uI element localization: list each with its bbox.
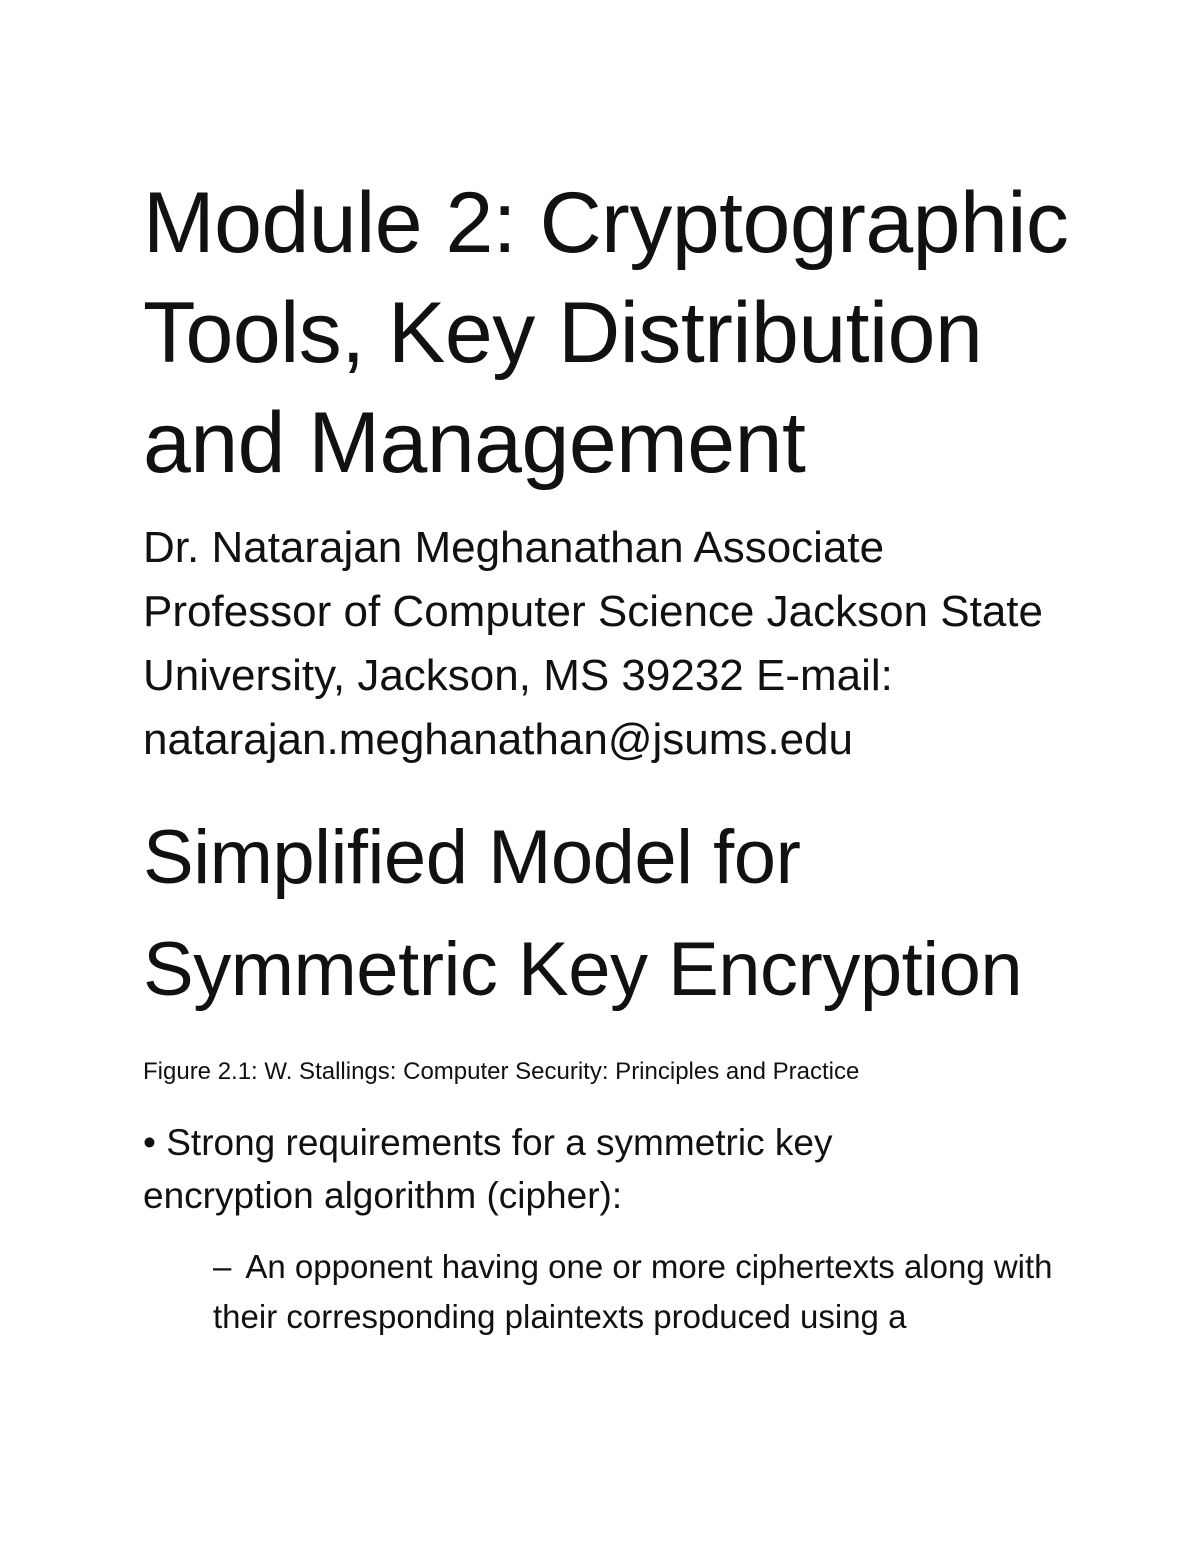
document-content	[143, 168, 1143, 1342]
sub-bullet-point	[213, 1242, 1073, 1342]
sub-bullet-text: An opponent having one or more ciphertexts along with their corresponding plaintexts produced using a	[213, 1248, 1053, 1335]
figure-caption: Figure 2.1: W. Stallings: Computer Security: Principles and Practice	[143, 1058, 860, 1085]
module-title: Module 2: Cryptographic Tools, Key Distribution and Management	[143, 175, 1069, 491]
bullet-point: • Strong requirements for a symmetric key encryption algorithm (cipher):	[143, 1122, 833, 1216]
section-title: Simplified Model for Symmetric Key Encryption	[143, 815, 1023, 1012]
dash-marker: –	[213, 1248, 232, 1285]
author-info: Dr. Natarajan Meghanathan Associate Professor of Computer Science Jackson State University, Jackson, MS 39232 E-mail: natarajan.meghanathan@jsums.edu	[143, 523, 1043, 764]
